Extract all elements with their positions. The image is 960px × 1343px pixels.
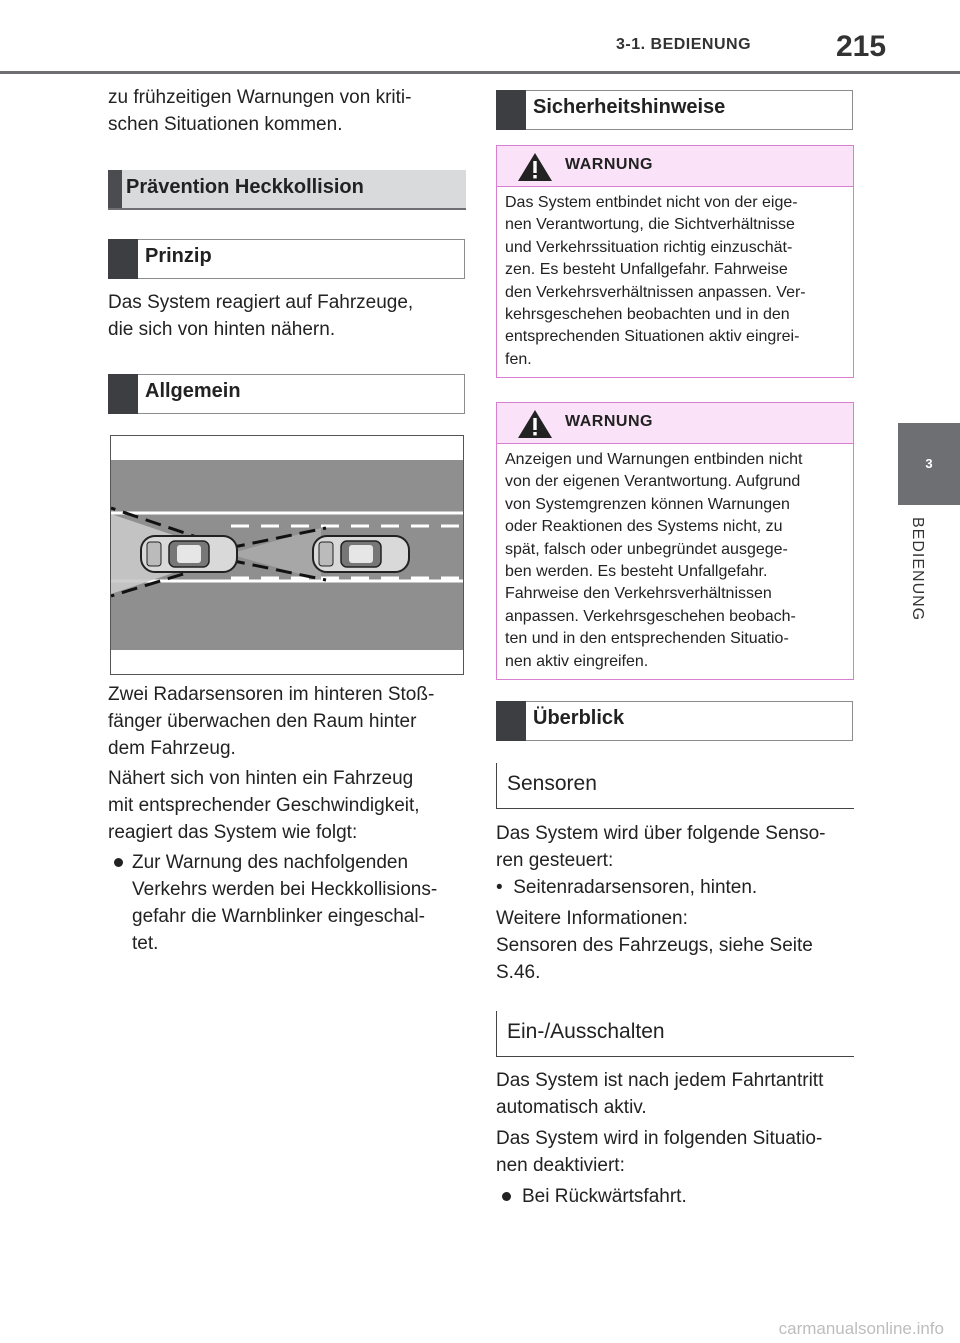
- heading-bar: [108, 239, 138, 279]
- heading-sensoren-text: Sensoren: [507, 772, 597, 795]
- warning-box-2: [496, 402, 854, 680]
- prinzip-text: Das System reagiert auf Fahrzeuge, die sich von hinten nähern.: [108, 292, 414, 340]
- heading-praevention: [108, 170, 466, 210]
- heading-ueberblick-text: Überblick: [533, 707, 625, 729]
- heading-sicherheitshinweise: [496, 90, 853, 130]
- heading-praevention-text: Prävention Heckkollision: [126, 176, 364, 198]
- warning-box-1: [496, 145, 854, 378]
- warning-triangle-icon: [517, 409, 553, 439]
- warning-header: [497, 146, 853, 187]
- header-divider: [0, 71, 960, 74]
- bullet-rueckwaertsfahrt: [496, 1183, 856, 1213]
- heading-ueberblick: [496, 701, 853, 741]
- heading-sensoren: [496, 763, 854, 809]
- warning-body: Das System entbindet nicht von der eige- nen Verantwortung, die Sichtverhältnisse und Verkehrssituation richtig einzuschät- zen. Es besteht Unfallgefahr. Fahrweise den Verkehrsverhältnissen anpassen. Ver- kehrsgeschehen beobachten und in den entsprechenden Situationen aktiv eingrei- fen.: [505, 194, 806, 368]
- heading-allgemein-text: Allgemein: [145, 380, 241, 402]
- sensoren-list-item: • Seitenradarsensoren, hinten.: [496, 877, 758, 898]
- heading-prinzip-text: Prinzip: [145, 245, 212, 267]
- road-diagram: [111, 436, 463, 674]
- ein-aus-text-1: Das System ist nach jedem Fahrtantritt automatisch aktiv.: [496, 1070, 824, 1118]
- warning-header: [497, 403, 853, 444]
- page-number: 215: [836, 30, 887, 63]
- bullet-warnblinker-text: Zur Warnung des nachfolgenden Verkehrs werden bei Heckkollisions- gefahr die Warnblinker eingeschal- tet.: [132, 852, 438, 954]
- section-label: 3-1. BEDIENUNG: [616, 36, 752, 53]
- bullet-warnblinker: [108, 849, 468, 959]
- heading-ein-ausschalten: [496, 1011, 854, 1057]
- rear-collision-illustration: [110, 435, 464, 675]
- warning-title: WARNUNG: [565, 156, 653, 173]
- watermark: carmanualsonline.info: [778, 1319, 944, 1338]
- heading-bar: [108, 374, 138, 414]
- bullet-icon: [114, 858, 123, 867]
- sensoren-text: Das System wird über folgende Senso- ren gesteuert:: [496, 823, 826, 871]
- bullet-rueckwaertsfahrt-text: Bei Rückwärtsfahrt.: [522, 1186, 687, 1207]
- heading-prinzip: [108, 239, 465, 279]
- approach-text: Nähert sich von hinten ein Fahrzeug mit entsprechender Geschwindigkeit, reagiert das System wie folgt:: [108, 768, 420, 843]
- chapter-side-title: BEDIENUNG: [909, 517, 926, 622]
- heading-bar: [108, 170, 122, 208]
- heading-sicherheitshinweise-text: Sicherheitshinweise: [533, 96, 726, 118]
- ein-aus-text-2: Das System wird in folgenden Situatio- nen deaktiviert:: [496, 1128, 823, 1176]
- heading-bar: [496, 90, 526, 130]
- chapter-tab[interactable]: 3: [898, 423, 960, 505]
- warning-triangle-icon: [517, 152, 553, 182]
- intro-text: zu frühzeitigen Warnungen von kriti- schen Situationen kommen.: [108, 87, 412, 135]
- warning-body: Anzeigen und Warnungen entbinden nicht von der eigenen Verantwortung. Aufgrund von Systemgrenzen können Warnungen oder Reaktionen des Systems nicht, zu spät, falsch oder unbegründet ausgege- ben werden. Es besteht Unfallgefahr. Fahrweise den Verkehrsverhältnissen anpassen. Verkehrsgeschehen beobach- ten und in den entsprechenden Situatio- nen aktiv eingreifen.: [505, 451, 803, 670]
- heading-ein-ausschalten-text: Ein-/Ausschalten: [507, 1020, 665, 1043]
- bullet-icon: [502, 1192, 511, 1201]
- warning-title: WARNUNG: [565, 413, 653, 430]
- heading-bar: [496, 701, 526, 741]
- further-info-text: Weitere Informationen: Sensoren des Fahrzeugs, siehe Seite S.46.: [496, 908, 813, 983]
- radar-sensors-text: Zwei Radarsensoren im hinteren Stoß- fänger überwachen den Raum hinter dem Fahrzeug.: [108, 684, 435, 759]
- heading-allgemein: [108, 374, 465, 414]
